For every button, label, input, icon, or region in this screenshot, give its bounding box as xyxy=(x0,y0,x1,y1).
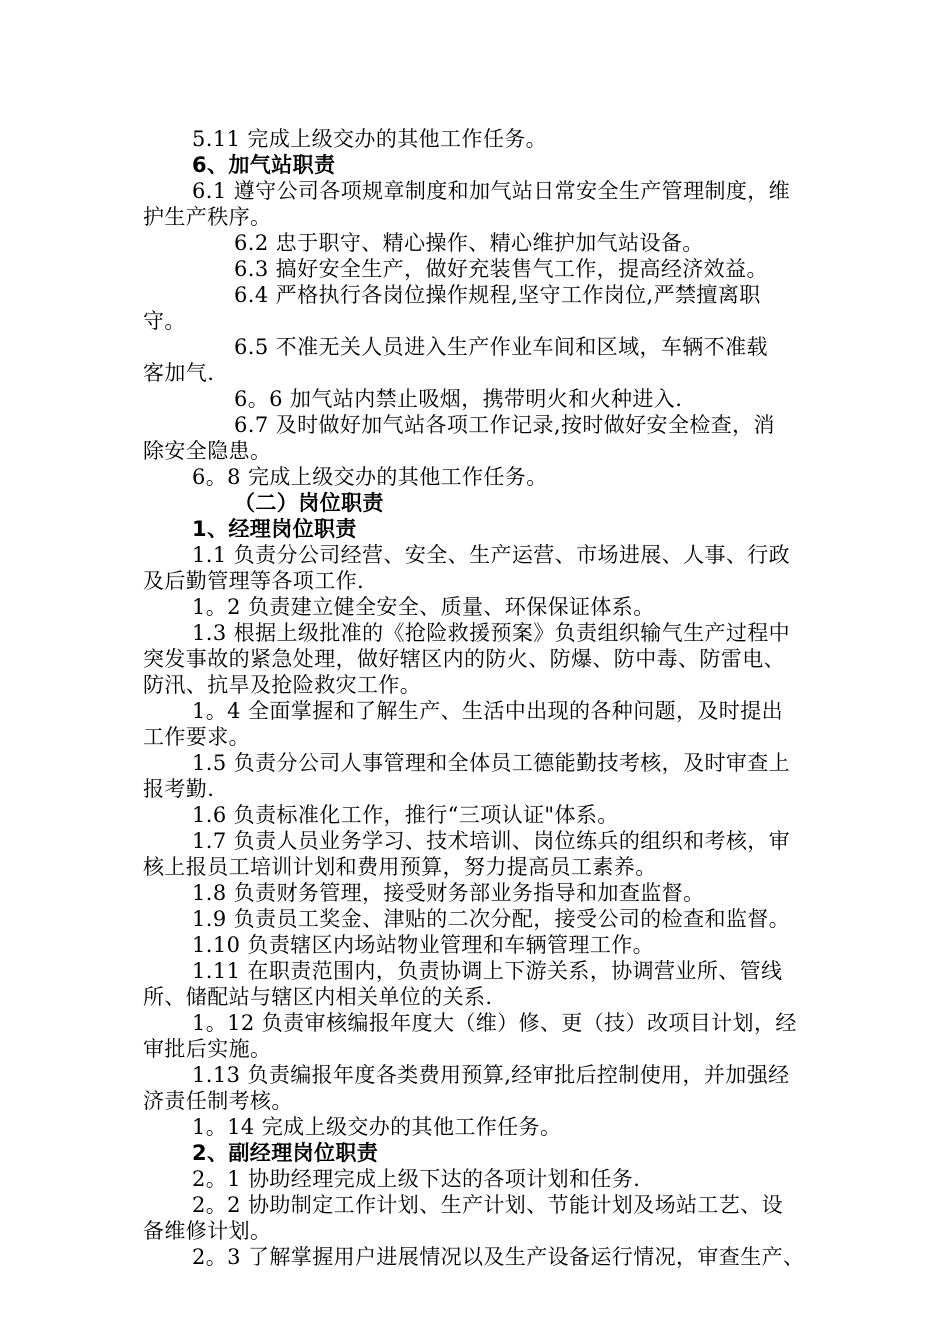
text-line: 守。 xyxy=(143,309,186,333)
text-line: 6.4 严格执行各岗位操作规程,坚守工作岗位,严禁擅离职 xyxy=(234,283,761,307)
text-line: 6.7 及时做好加气站各项工作记录,按时做好安全检查，消 xyxy=(234,413,775,437)
text-line: 1.1 负责分公司经营、安全、生产运营、市场进展、人事、行政 xyxy=(192,543,791,567)
text-line: 6.1 遵守公司各项规章制度和加气站日常安全生产管理制度，维 xyxy=(192,179,791,203)
text-line: 1。12 负责审核编报年度大（维）修、更（技）改项目计划，经 xyxy=(192,1011,797,1035)
text-line: 1.3 根据上级批准的《抢险救援预案》负责组织输气生产过程中 xyxy=(192,621,791,645)
text-line: 1.10 负责辖区内场站物业管理和车辆管理工作。 xyxy=(192,933,655,957)
text-line: 1。4 全面掌握和了解生产、生活中出现的各种问题，及时提出 xyxy=(192,699,783,723)
text-line: 6.5 不准无关人员进入生产作业车间和区域，车辆不准载 xyxy=(234,335,768,359)
text-line: 6.2 忠于职守、精心操作、精心维护加气站设备。 xyxy=(234,231,704,255)
text-line: 核上报员工培训计划和费用预算，努力提高员工素养。 xyxy=(143,855,657,879)
text-line: 6。8 完成上级交办的其他工作任务。 xyxy=(192,465,548,489)
text-line: 6。6 加气站内禁止吸烟，携带明火和火种进入. xyxy=(234,387,683,411)
text-line: 1.7 负责人员业务学习、技术培训、岗位练兵的组织和考核，审 xyxy=(192,829,791,853)
text-line: 1.13 负责编报年度各类费用预算,经审批后控制使用，并加强经 xyxy=(192,1063,790,1087)
text-line: 除安全隐患。 xyxy=(143,439,272,463)
text-line: 护生产秩序。 xyxy=(143,205,272,229)
text-line: 1。2 负责建立健全安全、质量、环保保证体系。 xyxy=(192,595,655,619)
text-line: 1.5 负责分公司人事管理和全体员工德能勤技考核，及时审查上 xyxy=(192,751,791,775)
text-line: 客加气. xyxy=(143,361,215,385)
text-line: 及后勤管理等各项工作. xyxy=(143,569,365,593)
text-line: 防汛、抗旱及抢险救灾工作。 xyxy=(143,673,422,697)
text-line: 2。3 了解掌握用户进展情况以及生产设备运行情况，审查生产、 xyxy=(192,1245,805,1269)
text-line: 济责任制考核。 xyxy=(143,1089,293,1113)
section-heading: 2、副经理岗位职责 xyxy=(192,1141,379,1165)
text-line: 突发事故的紧急处理，做好辖区内的防火、防爆、防中毒、防雷电、 xyxy=(143,647,785,671)
text-line: 6.3 搞好安全生产，做好充装售气工作，提高经济效益。 xyxy=(234,257,768,281)
text-line: 报考勤. xyxy=(143,777,215,801)
section-heading: 1、经理岗位职责 xyxy=(192,517,357,541)
text-line: 5.11 完成上级交办的其他工作任务。 xyxy=(192,127,548,151)
text-line: 所、储配站与辖区内相关单位的关系. xyxy=(143,985,493,1009)
text-line: 1.9 负责员工奖金、津贴的二次分配，接受公司的检查和监督。 xyxy=(192,907,791,931)
section-heading: 6、加气站职责 xyxy=(192,153,336,177)
text-line: 审批后实施。 xyxy=(143,1037,272,1061)
text-line: 工作要求。 xyxy=(143,725,250,749)
text-line: 1.11 在职责范围内，负责协调上下游关系，协调营业所、管线 xyxy=(192,959,783,983)
text-line: 1。14 完成上级交办的其他工作任务。 xyxy=(192,1115,562,1139)
text-line: 备维修计划。 xyxy=(143,1219,272,1243)
text-line: 2。1 协助经理完成上级下达的各项计划和任务. xyxy=(192,1167,641,1191)
text-line: 2。2 协助制定工作计划、生产计划、节能计划及场站工艺、设 xyxy=(192,1193,783,1217)
section-heading: （二）岗位职责 xyxy=(234,491,384,515)
text-line: 1.6 负责标准化工作，推行“三项认证"体系。 xyxy=(192,803,619,827)
text-line: 1.8 负责财务管理，接受财务部业务指导和加查监督。 xyxy=(192,881,705,905)
